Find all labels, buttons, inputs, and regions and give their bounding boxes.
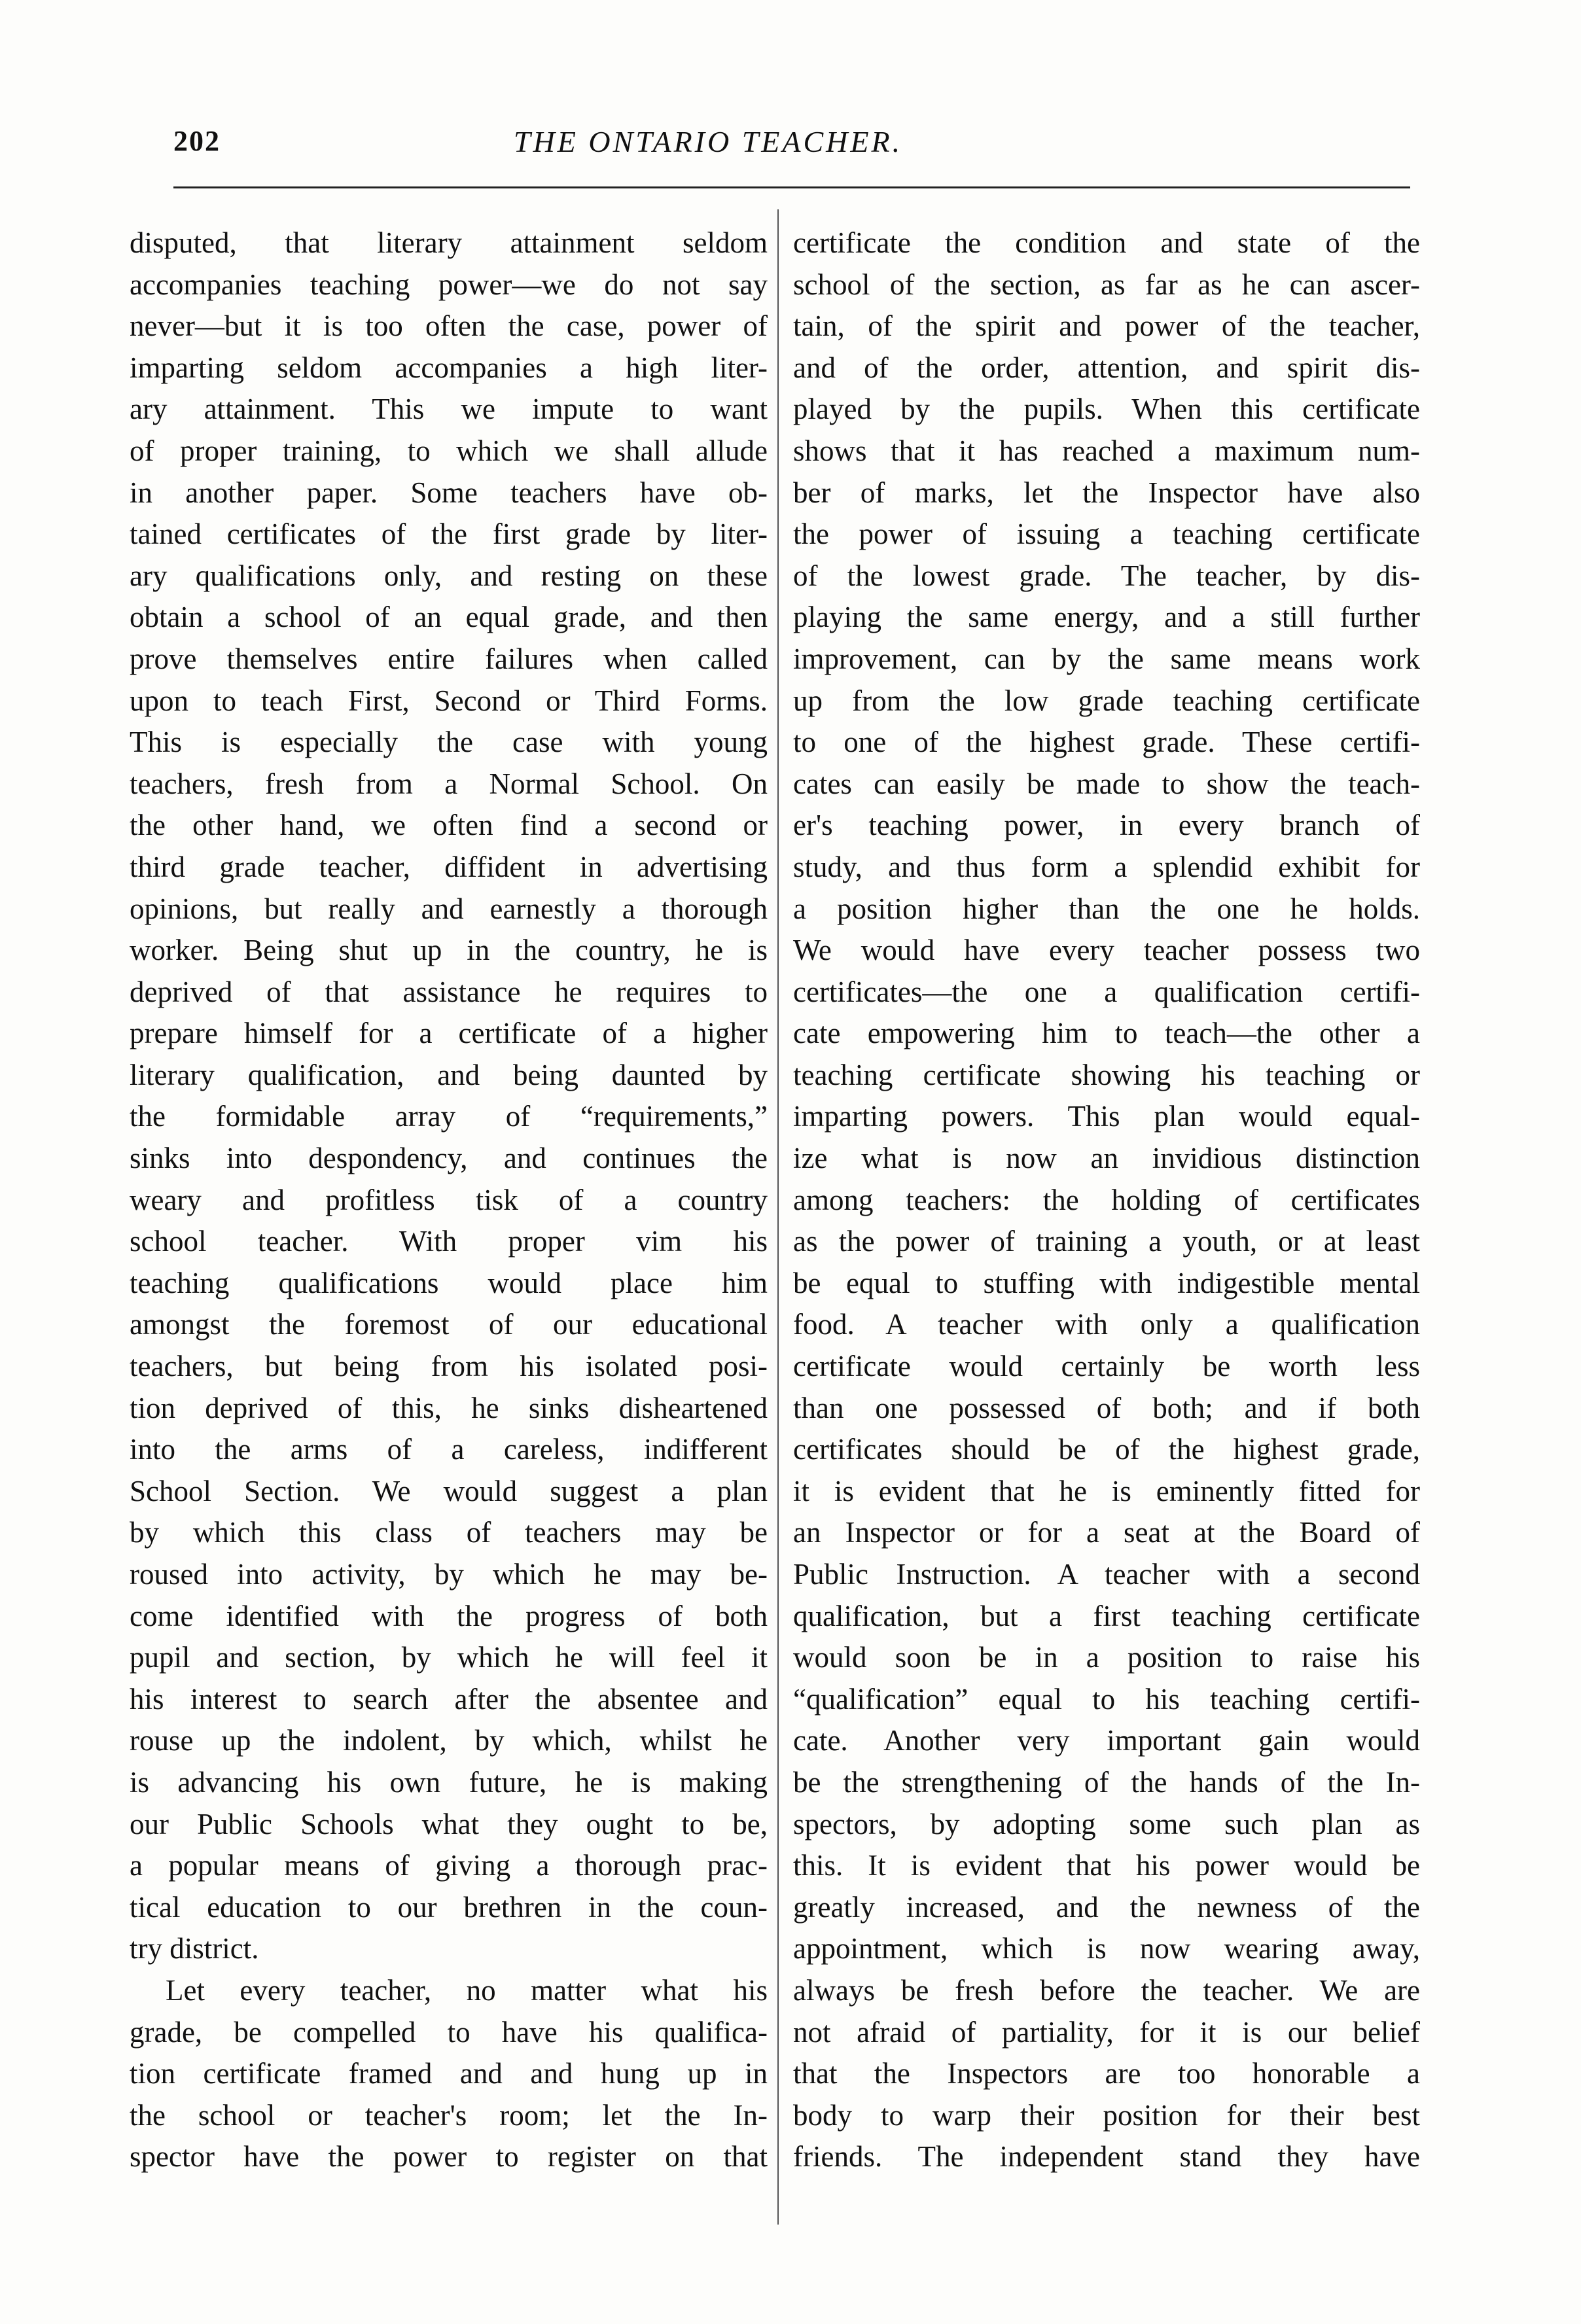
text-line: appointment, which is now wearing away,: [793, 1932, 1420, 1965]
text-line: friends. The independent stand they have: [793, 2140, 1420, 2174]
text-line: weary and profitless tisk of a country: [130, 1183, 768, 1216]
text-line: our Public Schools what they ought to be,: [130, 1807, 768, 1840]
text-line: prepare himself for a certificate of a higher: [130, 1017, 768, 1050]
text-line: it is evident that he is eminently fitted for: [793, 1474, 1420, 1507]
text-line: ary qualifications only, and resting on these: [130, 559, 768, 592]
text-line: the formidable array of “requirements,”: [130, 1100, 768, 1133]
text-line: “qualification” equal to his teaching certifi-: [793, 1682, 1420, 1716]
text-line: We would have every teacher possess two: [793, 934, 1420, 967]
text-line: up from the low grade teaching certificate: [793, 684, 1420, 717]
page-number: 202: [173, 125, 221, 157]
text-line: deprived of that assistance he requires to: [130, 975, 768, 1008]
text-line: amongst the foremost of our educational: [130, 1308, 768, 1341]
text-line: would soon be in a position to raise his: [793, 1641, 1420, 1674]
text-line: Public Instruction. A teacher with a second: [793, 1558, 1420, 1591]
text-line: rouse up the indolent, by which, whilst he: [130, 1724, 768, 1757]
text-line: qualification, but a first teaching certificate: [793, 1599, 1420, 1632]
text-line: upon to teach First, Second or Third Forms.: [130, 684, 768, 717]
text-line: come identified with the progress of both: [130, 1599, 768, 1632]
text-line: and of the order, attention, and spirit dis-: [793, 351, 1420, 384]
column-divider: [777, 209, 779, 2225]
text-line: school of the section, as far as he can ascer-: [793, 268, 1420, 301]
left-column: [130, 222, 768, 2178]
text-line: into the arms of a careless, indifferent: [130, 1433, 768, 1466]
text-line: grade, be compelled to have his qualifica-: [130, 2015, 768, 2049]
text-line: literary qualification, and being daunted by: [130, 1058, 768, 1091]
text-line: the power of issuing a teaching certificate: [793, 518, 1420, 551]
text-line: school teacher. With proper vim his: [130, 1225, 768, 1258]
text-line: sinks into despondency, and continues the: [130, 1142, 768, 1175]
header-rule: [173, 186, 1410, 188]
text-line: er's teaching power, in every branch of: [793, 809, 1420, 842]
text-line: Let every teacher, no matter what his: [166, 1973, 768, 2007]
text-line: greatly increased, and the newness of the: [793, 1890, 1420, 1924]
text-line: obtain a school of an equal grade, and then: [130, 601, 768, 634]
text-line: that the Inspectors are too honorable a: [793, 2057, 1420, 2090]
text-line: improvement, can by the same means work: [793, 642, 1420, 675]
text-line: roused into activity, by which he may be-: [130, 1558, 768, 1591]
text-line: School Section. We would suggest a plan: [130, 1474, 768, 1507]
text-line: not afraid of partiality, for it is our belief: [793, 2015, 1420, 2049]
text-line: try district.: [130, 1932, 259, 1965]
text-line: shows that it has reached a maximum num-: [793, 434, 1420, 467]
text-line: ary attainment. This we impute to want: [130, 393, 768, 426]
text-line: tained certificates of the first grade by liter-: [130, 518, 768, 551]
text-line: a popular means of giving a thorough prac-: [130, 1849, 768, 1882]
text-line: pupil and section, by which he will feel it: [130, 1641, 768, 1674]
text-line: certificate the condition and state of the: [793, 226, 1420, 259]
text-line: never—but it is too often the case, power of: [130, 309, 768, 343]
text-line: his interest to search after the absentee and: [130, 1682, 768, 1716]
text-line: by which this class of teachers may be: [130, 1516, 768, 1549]
text-line: tain, of the spirit and power of the teacher,: [793, 309, 1420, 343]
page-header: [173, 124, 1417, 170]
text-line: tical education to our brethren in the coun-: [130, 1890, 768, 1924]
text-line: certificates should be of the highest grade,: [793, 1433, 1420, 1466]
text-line: played by the pupils. When this certificate: [793, 393, 1420, 426]
text-line: a position higher than the one he holds.: [793, 892, 1420, 925]
text-line: accompanies teaching power—we do not say: [130, 268, 768, 301]
text-line: spectors, by adopting some such plan as: [793, 1807, 1420, 1840]
text-line: tion certificate framed and and hung up in: [130, 2057, 768, 2090]
text-line: as the power of training a youth, or at least: [793, 1225, 1420, 1258]
text-line: be equal to stuffing with indigestible mental: [793, 1266, 1420, 1299]
text-line: spector have the power to register on that: [130, 2140, 768, 2174]
text-line: disputed, that literary attainment seldom: [130, 226, 768, 259]
text-line: ize what is now an invidious distinction: [793, 1142, 1420, 1175]
text-line: cate empowering him to teach—the other a: [793, 1017, 1420, 1050]
text-line: imparting seldom accompanies a high liter-: [130, 351, 768, 384]
text-line: this. It is evident that his power would be: [793, 1849, 1420, 1882]
text-line: an Inspector or for a seat at the Board of: [793, 1516, 1420, 1549]
text-line: among teachers: the holding of certificates: [793, 1183, 1420, 1216]
text-line: certificate would certainly be worth less: [793, 1350, 1420, 1383]
text-line: This is especially the case with young: [130, 726, 768, 759]
text-line: is advancing his own future, he is making: [130, 1765, 768, 1799]
text-line: imparting powers. This plan would equal-: [793, 1100, 1420, 1133]
text-line: opinions, but really and earnestly a thorough: [130, 892, 768, 925]
text-line: teachers, but being from his isolated posi-: [130, 1350, 768, 1383]
text-line: food. A teacher with only a qualification: [793, 1308, 1420, 1341]
running-title: THE ONTARIO TEACHER.: [514, 125, 903, 158]
text-line: teaching qualifications would place him: [130, 1266, 768, 1299]
text-line: the school or teacher's room; let the In-: [130, 2098, 768, 2132]
text-line: be the strengthening of the hands of the In-: [793, 1765, 1420, 1799]
text-line: of proper training, to which we shall allude: [130, 434, 768, 467]
text-line: in another paper. Some teachers have ob-: [130, 476, 768, 509]
text-line: study, and thus form a splendid exhibit for: [793, 850, 1420, 883]
text-line: to one of the highest grade. These certifi-: [793, 726, 1420, 759]
text-line: teaching certificate showing his teaching or: [793, 1058, 1420, 1091]
text-line: playing the same energy, and a still further: [793, 601, 1420, 634]
text-line: tion deprived of this, he sinks disheartened: [130, 1391, 768, 1424]
right-column: [793, 222, 1420, 2178]
text-line: cates can easily be made to show the teach-: [793, 767, 1420, 800]
text-line: teachers, fresh from a Normal School. On: [130, 767, 768, 800]
text-line: always be fresh before the teacher. We are: [793, 1973, 1420, 2007]
text-line: third grade teacher, diffident in advertising: [130, 850, 768, 883]
text-line: ber of marks, let the Inspector have also: [793, 476, 1420, 509]
text-line: of the lowest grade. The teacher, by dis-: [793, 559, 1420, 592]
text-line: body to warp their position for their best: [793, 2098, 1420, 2132]
text-line: than one possessed of both; and if both: [793, 1391, 1420, 1424]
text-line: cate. Another very important gain would: [793, 1724, 1420, 1757]
text-line: the other hand, we often find a second or: [130, 809, 768, 842]
text-line: worker. Being shut up in the country, he is: [130, 934, 768, 967]
text-line: certificates—the one a qualification certifi-: [793, 975, 1420, 1008]
text-line: prove themselves entire failures when called: [130, 642, 768, 675]
